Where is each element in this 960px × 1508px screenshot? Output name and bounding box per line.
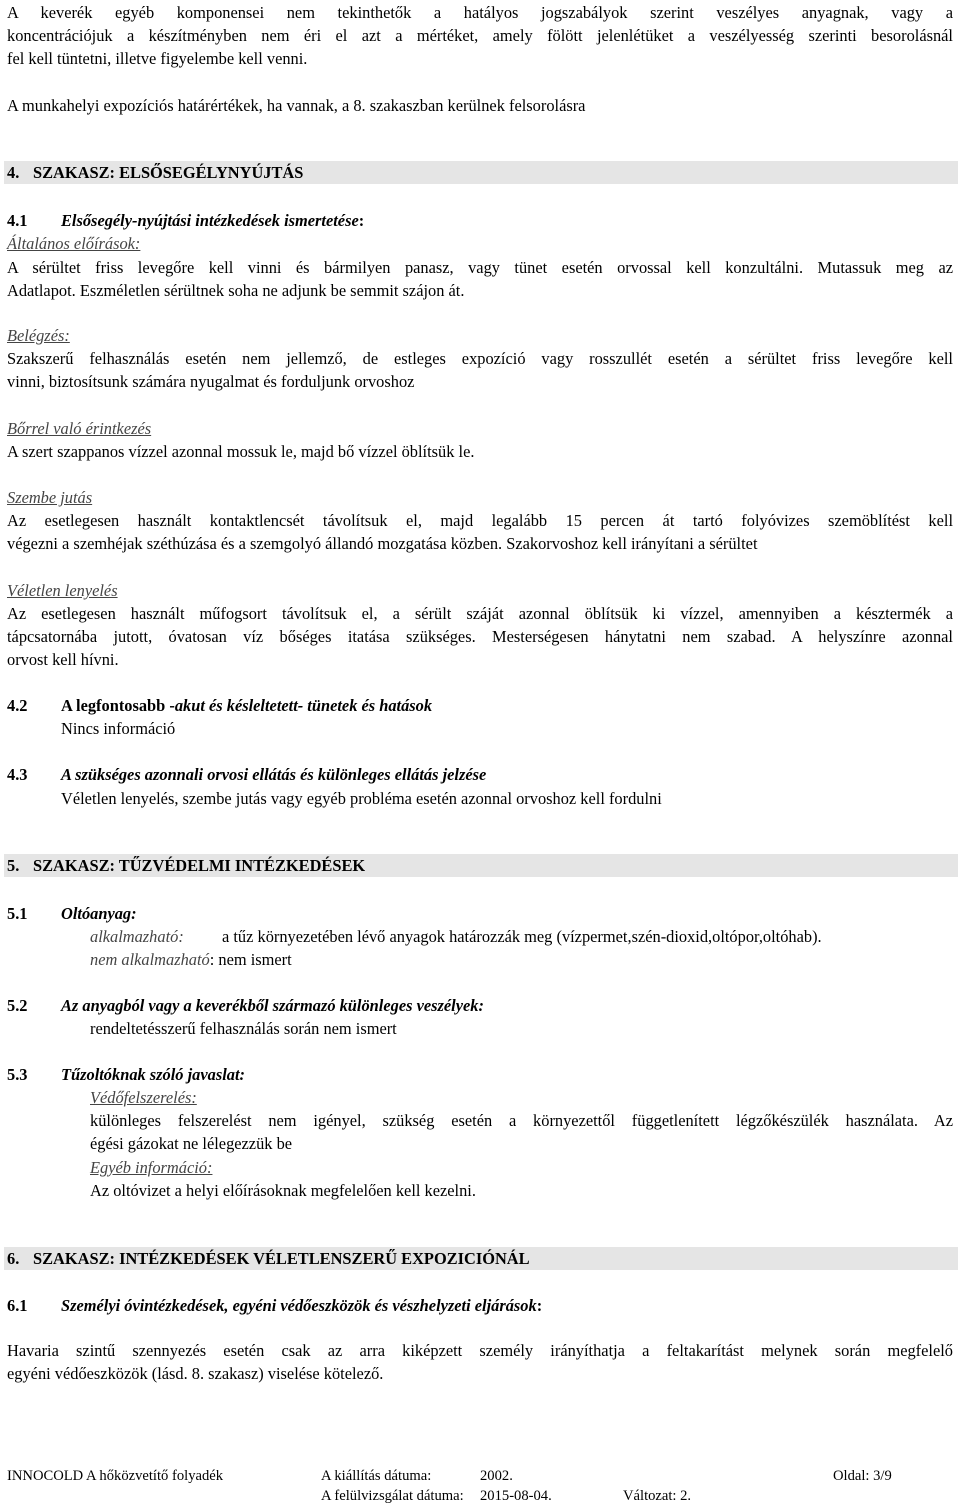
section-6-number: 6. [7,1249,20,1268]
subsection-4-1 [7,209,953,233]
section-5-header [4,854,958,877]
footer-revision-label: A felülvizsgálat dátuma: [321,1488,464,1504]
subsection-5-1 [7,902,953,926]
section-6-header [4,1247,958,1270]
subsection-4-2-text: Nincs információ [61,719,176,738]
colon: : [536,1296,543,1315]
ingestion-line-2: tápcsatornába jutott, óvatosan víz bőséges itatása szükséges. Mesterségesen hánytatni nem szabad. A helyszínre azonnal [7,627,953,646]
subsection-title: Személyi óvintézkedések, egyéni védőeszközök és vészhelyzeti eljárások [61,1296,537,1315]
ingestion-label: Véletlen lenyelés [7,581,118,600]
subsection-number: 6.1 [7,1296,28,1315]
subsection-title: Tűzoltóknak szóló javaslat: [61,1065,245,1084]
s61-line-2: egyéni védőeszközök (lásd. 8. szakasz) viselése kötelező. [7,1364,384,1383]
footer-issue-label: A kiállítás dátuma: [321,1468,432,1484]
intro-line-2: koncentrációjuk a készítményben nem éri el azt a mértéket, amely fölött jelenlétüket a veszélyesség szerinti besorolásnál [7,26,953,45]
section-4-header [4,161,958,184]
ingestion-line-3: orvost kell hívni. [7,650,119,669]
subsection-4-3 [7,763,953,787]
exposure-note: A munkahelyi expozíciós határértékek, ha vannak, a 8. szakaszban kerülnek felsorolásra [7,96,586,115]
applicable-text: a tűz környezetében lévő anyagok határozzák meg (vízpermet,szén-dioxid,oltópor,oltóhab). [222,927,822,946]
footer-revision-date: 2015-08-04. [480,1488,552,1504]
s61-line-1: Havaria szintű szennyezés esetén csak az arra kiképzett személy irányíthatja a feltakarítást melynek során megfelelő [7,1341,953,1360]
subsection-title: Az anyagból vagy a keverékből származó különleges veszélyek: [61,996,484,1015]
subsection-number: 5.1 [7,904,28,923]
colon: : [358,211,365,230]
subsection-5-2 [7,994,953,1018]
applicable-row [7,925,953,949]
section-4-number: 4. [7,163,20,182]
skin-line-1: A szert szappanos vízzel azonnal mossuk le, majd bő vízzel öblítsük le. [7,442,475,461]
section-5-number: 5. [7,856,20,875]
inhalation-line-2: vinni, biztosítsunk számára nyugalmat és forduljunk orvoshoz [7,372,415,391]
inhalation-label: Belégzés: [7,326,70,345]
general-line-2: Adatlapot. Eszméletlen sérültnek soha ne adjunk be semmit szájon át. [7,281,465,300]
footer-product: INNOCOLD A hőközvetítő folyadék [7,1468,224,1484]
inhalation-line-1: Szakszerű felhasználás esetén nem jellemző, de estleges expozíció vagy rosszullét esetén a sérültet friss levegőre kell [7,349,953,368]
not-applicable-text: : nem ismert [209,950,292,969]
subsection-number: 5.2 [7,996,28,1015]
not-applicable-label: nem alkalmazható [90,950,210,969]
footer-version: Változat: 2. [623,1488,692,1504]
subsection-5-2-text: rendeltetésszerű felhasználás során nem ismert [90,1019,397,1038]
intro-line-1: A keverék egyéb komponensei nem tekinthetők a hatályos jogszabályok szerint veszélyes anyagnak, vagy a [7,3,953,22]
subsection-title: A szükséges azonnali orvosi ellátás és különleges ellátás jelzése [61,765,487,784]
section-5-title: SZAKASZ: TŰZVÉDELMI INTÉZKEDÉSEK [33,856,366,875]
ppe-line-2: égési gázokat ne lélegezzük be [90,1134,293,1153]
other-info-label: Egyéb információ: [90,1158,213,1177]
section-4-title: SZAKASZ: ELSŐSEGÉLYNYÚJTÁS [33,163,304,182]
section-6-title: SZAKASZ: INTÉZKEDÉSEK VÉLETLENSZERŰ EXPOZICIÓNÁL [33,1249,530,1268]
subsection-number: 5.3 [7,1065,28,1084]
subsection-6-1 [7,1294,953,1318]
applicable-label: alkalmazható: [90,927,184,946]
eye-label: Szembe jutás [7,488,93,507]
subsection-title-b: akut és késleltetett- tünetek és hatások [174,696,433,715]
eye-line-1: Az esetlegesen használt kontaktlencsét távolítsuk el, majd legalább 15 percen át tartó folyóvizes szemöblítést kell [7,511,953,530]
subsection-title: Oltóanyag: [61,904,137,923]
subsection-title-a: A legfontosabb - [61,696,175,715]
footer-issue-date: 2002. [480,1468,513,1484]
subsection-5-3 [7,1063,953,1087]
other-info-text: Az oltóvizet a helyi előírásoknak megfelelően kell kezelni. [90,1181,476,1200]
ppe-line-1: különleges felszerelést nem igényel, szükség esetén a környezettől függetlenített légzőkészülék használata. Az [90,1111,953,1130]
intro-line-3: fel kell tüntetni, illetve figyelembe kell venni. [7,49,308,68]
skin-label: Bőrrel való érintkezés [7,419,152,438]
ingestion-line-1: Az esetlegesen használt műfogsort távolítsuk el, a sérült száját azonnal öblítsük ki vízzel, amennyiben a késztermék a [7,604,953,623]
footer-page-number: Oldal: 3/9 [833,1468,892,1484]
subsection-number: 4.3 [7,765,28,784]
subsection-title: Elsősegély-nyújtási intézkedések ismertetése [61,211,359,230]
not-applicable-row [7,948,953,972]
subsection-number: 4.1 [7,211,28,230]
general-line-1: A sérültet friss levegőre kell vinni és bármilyen panasz, vagy tünet esetén orvossal kell konzultálni. Mutassuk meg az [7,258,953,277]
ppe-label: Védőfelszerelés: [90,1088,197,1107]
subsection-4-2 [7,694,953,718]
subsection-4-3-text: Véletlen lenyelés, szembe jutás vagy egyéb probléma esetén azonnal orvoshoz kell fordulni [61,789,662,808]
subsection-number: 4.2 [7,696,28,715]
eye-line-2: végezni a szemhéjak széthúzása és a szemgolyó állandó mozgatása közben. Szakorvoshoz kell irányítani a sérültet [7,534,758,553]
general-label: Általános előírások: [7,234,141,253]
